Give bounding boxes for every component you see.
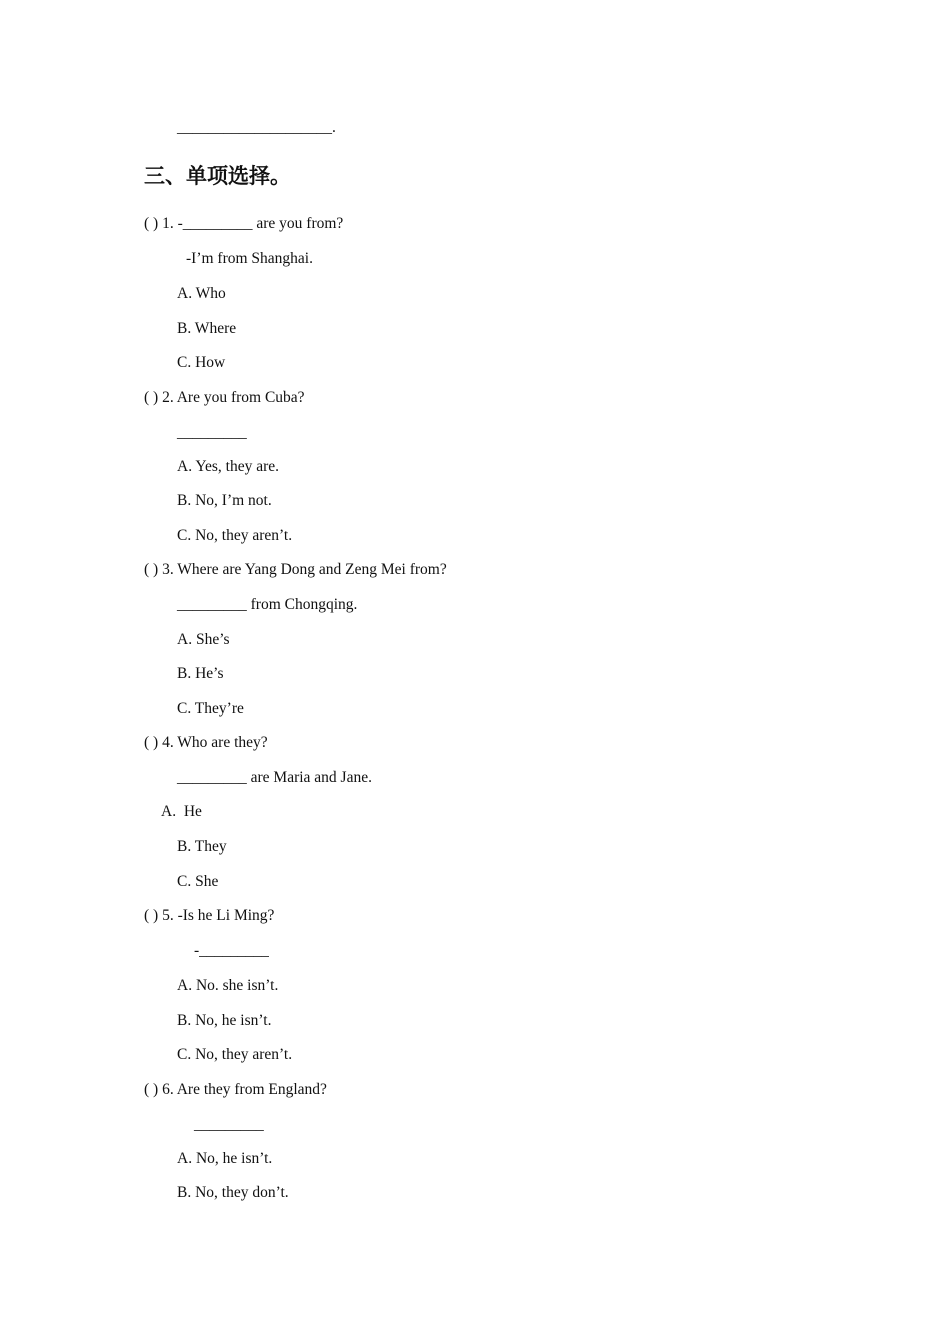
question-6-option-b: B. No, they don’t. (177, 1184, 289, 1201)
question-1-option-a: A. Who (177, 285, 226, 302)
question-3-option-c: C. They’re (177, 700, 244, 717)
question-4-answer-line: _________ are Maria and Jane. (177, 769, 372, 786)
question-6-option-a: A. No, he isn’t. (177, 1150, 273, 1167)
question-3-stem: ( ) 3. Where are Yang Dong and Zeng Mei from? (144, 561, 447, 578)
question-5-stem: ( ) 5. -Is he Li Ming? (144, 907, 275, 924)
question-5-answer-line: -_________ (194, 942, 269, 959)
question-3-option-b: B. He’s (177, 665, 224, 682)
question-5-option-b: B. No, he isn’t. (177, 1012, 272, 1029)
question-1-stem: ( ) 1. -_________ are you from? (144, 215, 344, 232)
question-5-option-a: A. No. she isn’t. (177, 977, 279, 994)
question-2-option-b: B. No, I’m not. (177, 492, 272, 509)
question-3-option-a: A. She’s (177, 631, 230, 648)
question-1-option-c: C. How (177, 354, 226, 371)
question-4-option-b: B. They (177, 838, 227, 855)
question-5-option-c: C. No, they aren’t. (177, 1046, 293, 1063)
question-4-stem: ( ) 4. Who are they? (144, 734, 268, 751)
answer-blank-line: ____________________. (177, 119, 336, 136)
question-4-option-a: A. He (161, 803, 202, 820)
question-1-answer-line: -I’m from Shanghai. (186, 250, 313, 267)
question-3-answer-line: _________ from Chongqing. (177, 596, 358, 613)
question-2-answer-line: _________ (177, 424, 247, 441)
question-4-option-c: C. She (177, 873, 219, 890)
question-2-stem: ( ) 2. Are you from Cuba? (144, 389, 305, 406)
question-2-option-a: A. Yes, they are. (177, 458, 280, 475)
section-title: 三、单项选择。 (144, 164, 291, 188)
question-6-stem: ( ) 6. Are they from England? (144, 1081, 327, 1098)
question-6-answer-line: _________ (194, 1116, 264, 1133)
question-1-option-b: B. Where (177, 320, 237, 337)
question-2-option-c: C. No, they aren’t. (177, 527, 293, 544)
